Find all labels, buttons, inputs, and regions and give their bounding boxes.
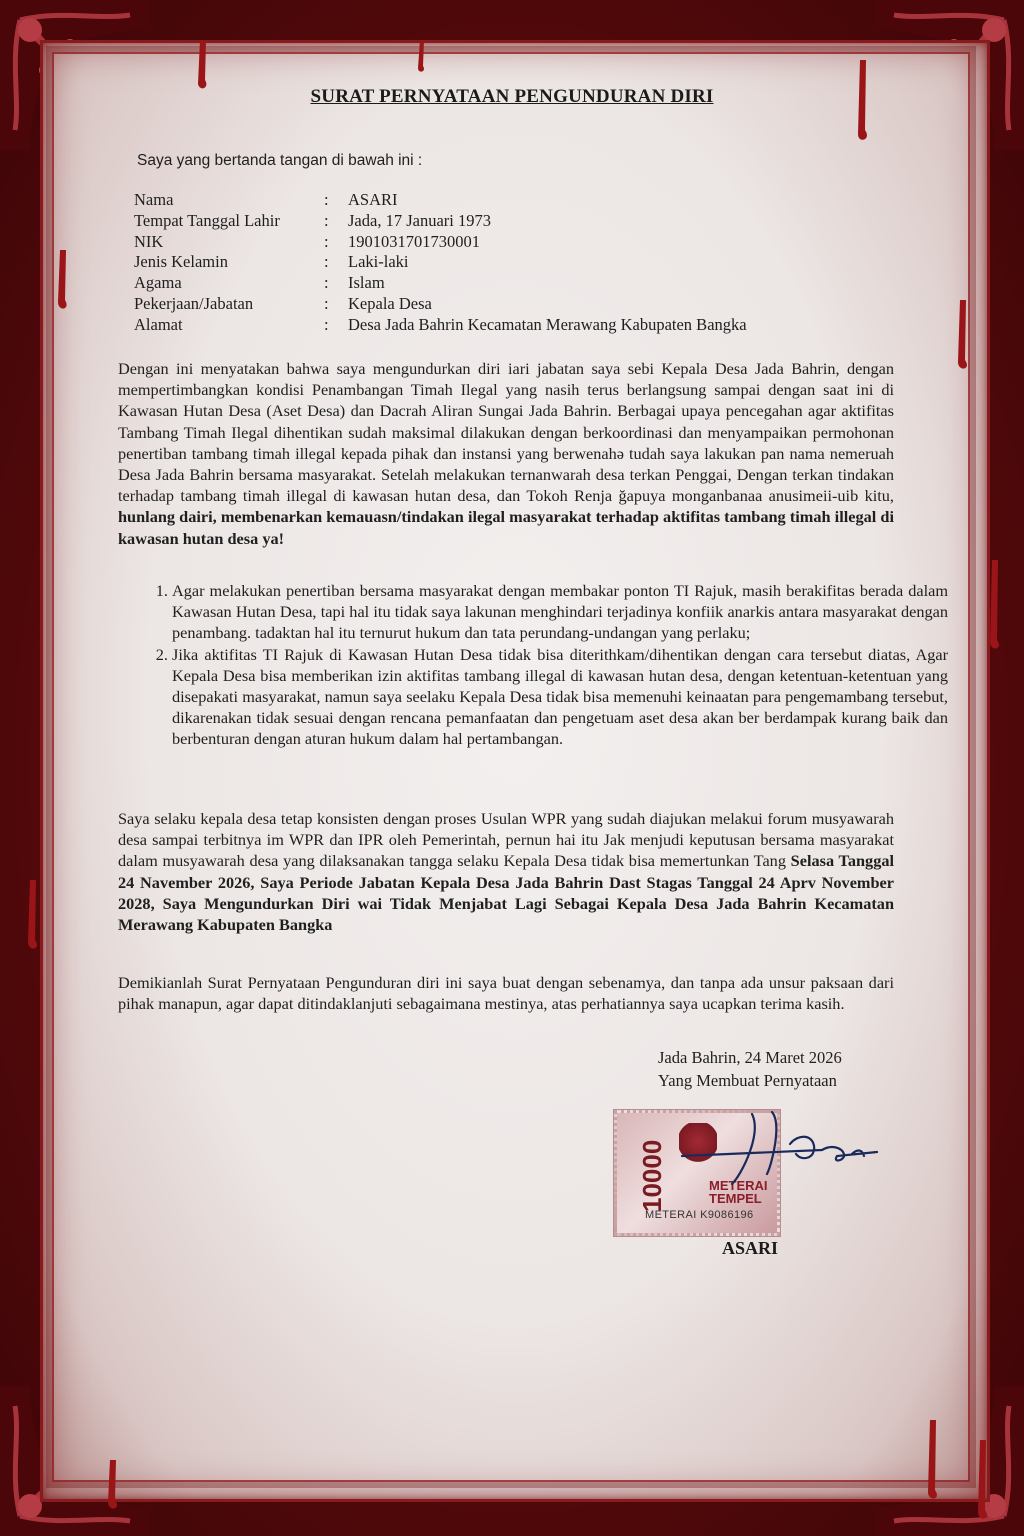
stamp-serial: METERAI K9086196 [645,1209,754,1221]
stamp-value: 10000 [637,1139,667,1213]
identity-row [134,190,747,211]
identity-value: Jada, 17 Januari 1973 [348,210,491,230]
stamp-label: METERAI TEMPEL [709,1178,768,1206]
identity-label: Jenis Kelamin [134,252,228,272]
colon: : [324,314,329,334]
colon: : [324,231,329,251]
identity-row [134,252,747,273]
identity-value: Kepala Desa [348,293,432,313]
intro-text: Saya yang bertanda tangan di bawah ini : [137,152,423,169]
colon: : [324,293,329,313]
identity-label: Tempat Tanggal Lahir [134,210,280,230]
paragraph-bold-text: Selasa Tanggal 24 Navember 2026, Saya Periode Jabatan Kepala Desa Jada Bahrin Dast Stagas Tanggal 24 Aprv November 2028, Saya Mengundurkan Diri wai Tidak Menjabat Lagi Sebagai Kepala Desa Jada Bahrin Kecamatan Merawang Kabupaten Bangka [118,851,894,935]
paragraph-text: Saya selaku kepala desa tetap konsisten dengan proses Usulan WPR yang sudah diajukan melakui forum musyawarah desa sampai terbitnya im WPR dan IPR oleh Pemerintah, pernun hai itu Jak menjudi keputusan bersama masyarakat dalam musyawarah desa yang dilaksanakan tangga selaku Kepala Desa tidak bisa memertunkan Tang [118,809,894,871]
colon: : [324,190,329,209]
identity-value: 1901031701730001 [348,231,480,251]
paragraph-consistency [118,808,894,935]
signature-place [658,1046,842,1092]
identity-value: Islam [348,273,385,293]
identity-row [134,315,747,336]
identity-label: Agama [134,273,182,293]
signer-name: ASARI [722,1238,779,1258]
identity-row [134,211,747,232]
identity-value: Desa Jada Bahrin Kecamatan Merawang Kabupaten Bangka [348,314,747,334]
identity-label: Alamat [134,314,183,334]
paragraph-bold-text: hunlang dairi, membenarkan kemauasn/tindakan ilegal masyarakat terhadap aktifitas tambang timah illegal di kawasan hutan desa ya! [118,507,894,548]
paragraph-text: Demikianlah Surat Pernyataan Pengunduran diri ini saya buat dengan sebenamya, dan tanpa ada unsur paksaan dari pihak manapun, agar dapat ditindaklanjuti sebagaimana mestinya, atas perhatiannya saya ucapkan terima kasih. [118,973,894,1014]
signature-icon [672,1104,892,1194]
identity-label: Nama [134,190,174,209]
identity-row [134,232,747,253]
colon: : [324,210,329,230]
identity-row [134,273,747,294]
list-item: 2. Jika aktifitas TI Rajuk di Kawasan Hutan Desa tidak bisa diterithkam/dihentikan dengan cara tersebut diatas, Agar Kepala Desa bisa memberikan izin aktifitas tambang illegal di kawasan hutan desa, dengan ketentuan-ketentuan yang disepakati masyarakat, namun saya seelaku Kepala Desa tidak bisa memenuhi keinaatan para pengemambang tersebut, dikarenakan tidak sesuai dengan rencana pemanfaatan dan pengetuam aset desa akan ber berdampak kurang baik dan berbenturan dengan aturan hukum dalam hal pertambangan. [172,644,948,750]
identity-value: Laki-laki [348,252,409,272]
identity-row [134,294,747,315]
colon: : [324,252,329,272]
paragraph-text: Dengan ini menyatakan bahwa saya mengundurkan diri iari jabatan saya sebi Kepala Desa Jada Bahrin, dengan mempertimbangkan kondisi Penambangan Timah Ilegal yang nasih terus berlangsung sampai dengan saat ini di Kawasan Hutan Desa (Aset Desa) dan Dacrah Aliran Sungai Jada Bahrin. Berbagai upaya pencegahan agar aktifitas Tambang Timah Ilegal dihentikan sudah maksimal dilakukan dengan berkoordinasi dan menyampaikan permohonan penertiban tambang timah illegal kepada pihak dan instansi yang berwenahə tudah saya lakukan pan nama nemeruah Desa Jada Bahrin bersama masyarakat. Setelah melakukan ternanwarah desa terkan Penggai, Dengan terkan tindakan terhadap tambang timah illegal di kawasan hutan desa, dan Tokoh Renja ğapuya monganbanaa anusimeii-uib kitu, [118,359,894,506]
list-item: 1. Agar melakukan penertiban bersama masyarakat dengan membakar ponton TI Rajuk, masih berakifitas berada dalam Kawasan Hutan Desa, tapi hal itu tidak saya lakunan menghindari terjadinya konfiik anarkis antara masyarakat dengan penambang. tadaktan hal itu ternurut hukum dan tata perundang-undangan yang perlaku; [172,580,948,644]
identity-label: Pekerjaan/Jabatan [134,293,254,313]
colon: : [324,273,329,293]
paragraph-closing [118,972,894,1014]
place-date: Jada Bahrin, 24 Maret 2026 [658,1048,842,1067]
signer-role: Yang Membuat Pernyataan [658,1071,837,1090]
identity-label: NIK [134,231,164,251]
points-list [118,580,948,750]
paragraph-statement [118,358,894,549]
identity-value: ASARI [348,190,398,209]
page-title: SURAT PERNYATAAN PENGUNDURAN DIRI [310,86,714,107]
identity-block [134,190,747,336]
